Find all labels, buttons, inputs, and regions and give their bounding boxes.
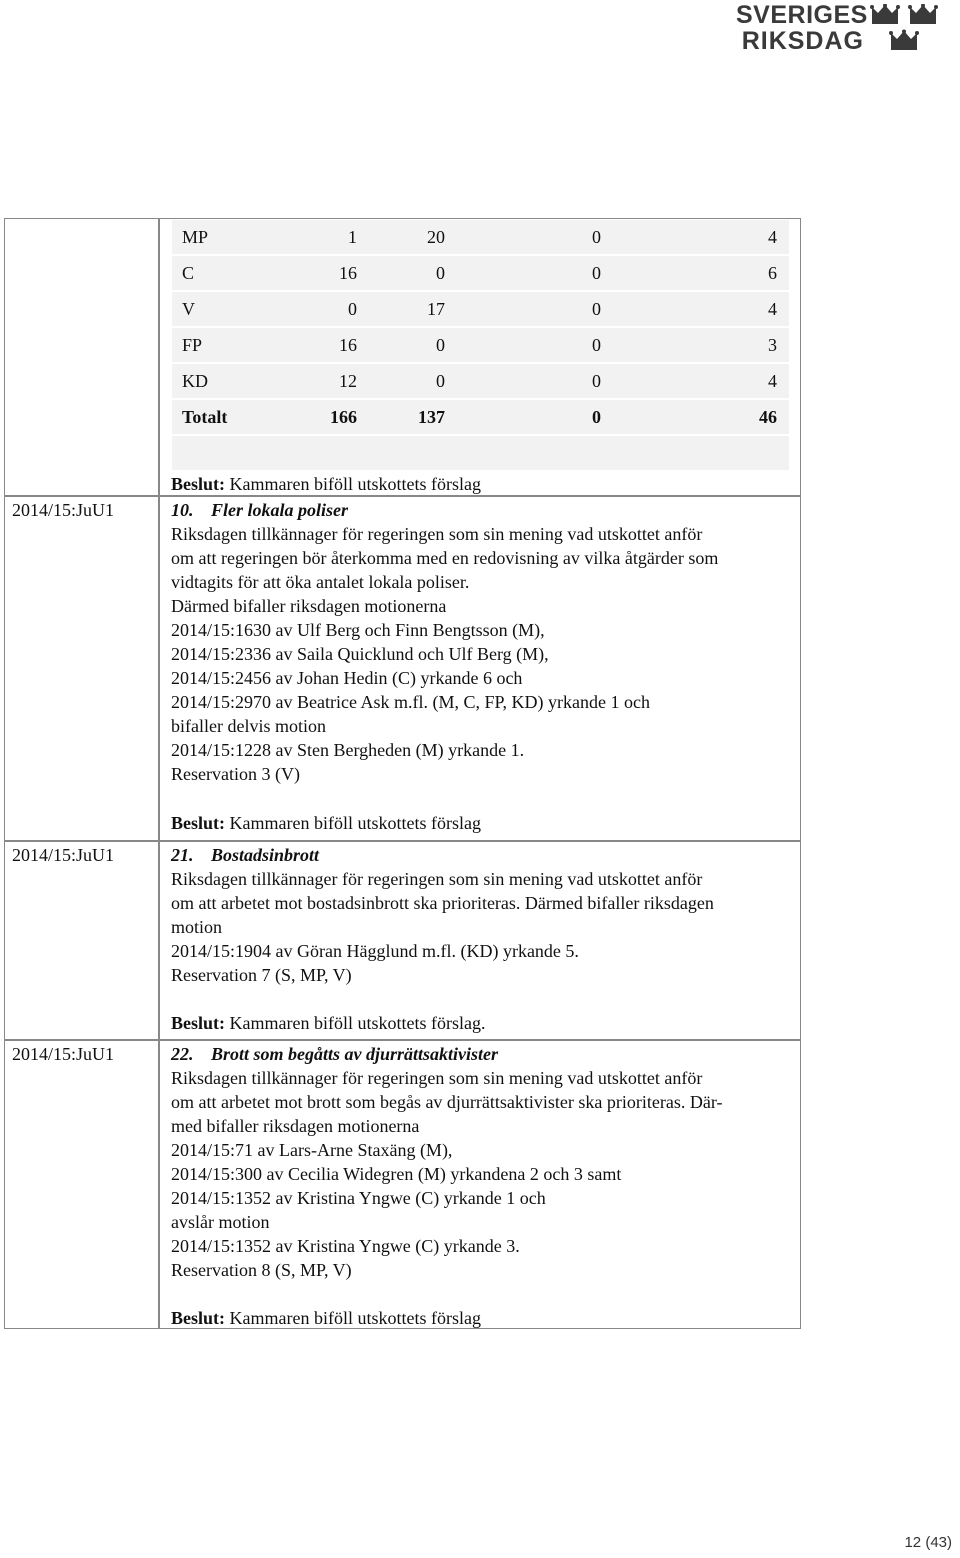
reservation-line: Reservation 8 (S, MP, V) [171,1260,352,1280]
vote-franvarande: 3 [768,335,777,355]
reservation-line: Reservation 7 (S, MP, V) [171,965,352,985]
vote-row-kd [172,364,789,398]
text-line: om att arbetet mot bostadsinbrott ska prioriteras. Därmed bifaller riksdagen [171,893,714,913]
party-name: KD [182,371,208,391]
text-line: Riksdagen tillkännager för regeringen som sin mening vad utskottet anför [171,869,703,889]
decision-line [171,811,481,835]
text-line: 2014/15:1228 av Sten Bergheden (M) yrkande 1. [171,740,525,760]
vote-avstar: 0 [592,335,601,355]
logo-wordmark [736,1,868,55]
vote-franvarande: 4 [768,371,777,391]
vote-nej: 0 [436,335,445,355]
vote-avstar: 0 [592,263,601,283]
column-divider [158,218,160,1329]
vote-ja: 166 [330,407,357,427]
text-line: 2014/15:300 av Cecilia Widegren (M) yrkandena 2 och 3 samt [171,1164,622,1184]
text-line: vidtagits för att öka antalet lokala poliser. [171,572,470,592]
vote-franvarande: 4 [768,299,777,319]
row-divider [4,1039,801,1041]
point-title: Brott som begåtts av djurrättsaktivister [211,1044,499,1064]
text-line: med bifaller riksdagen motionerna [171,1116,420,1136]
decision-text: Kammaren biföll utskottets förslag. [229,1013,486,1033]
vote-avstar: 0 [592,371,601,391]
party-name: C [182,263,195,283]
point-number: 22. [171,1044,194,1064]
vote-nej: 17 [427,299,445,319]
vote-ja: 1 [348,227,357,247]
party-name: MP [182,227,209,247]
decision-label: Beslut: [171,474,225,494]
text-line: om att arbetet mot brott som begås av djurrättsaktivister ska prioriteras. Där- [171,1092,723,1112]
decision-line [171,1306,481,1330]
text-line: motion [171,917,223,937]
text-line: 2014/15:1352 av Kristina Yngwe (C) yrkande 3. [171,1236,520,1256]
vote-franvarande: 6 [768,263,777,283]
logo-line-1: SVERIGES [736,1,868,29]
vote-row-empty [172,436,789,470]
point-title: Fler lokala poliser [211,500,349,520]
decision-label: Beslut: [171,813,225,833]
decision-line [171,1011,485,1035]
text-line: Därmed bifaller riksdagen motionerna [171,596,447,616]
party-name: Totalt [182,407,228,427]
vote-row-total [172,400,789,434]
party-name: FP [182,335,203,355]
logo-line-2: RIKSDAG [741,27,864,55]
point-number: 21. [171,845,194,865]
document-reference: 2014/15:JuU1 [12,845,115,865]
vote-avstar: 0 [592,407,601,427]
text-line: 2014/15:1904 av Göran Hägglund m.fl. (KD) yrkande 5. [171,941,579,961]
decision-label: Beslut: [171,1308,225,1328]
text-line: 2014/15:1352 av Kristina Yngwe (C) yrkande 1 och [171,1188,546,1208]
text-line: 2014/15:2336 av Saila Quicklund och Ulf Berg (M), [171,644,549,664]
decision-text: Kammaren biföll utskottets förslag [229,813,481,833]
text-line: 2014/15:1630 av Ulf Berg och Finn Bengtsson (M), [171,620,545,640]
riksdag-logo [736,2,946,56]
vote-row-mp [172,220,789,254]
vote-nej: 137 [418,407,445,427]
vote-row-v [172,292,789,326]
text-line: 2014/15:2970 av Beatrice Ask m.fl. (M, C, FP, KD) yrkande 1 och [171,692,650,712]
vote-ja: 16 [339,335,357,355]
text-line: bifaller delvis motion [171,716,326,736]
row-divider [4,840,801,842]
vote-nej: 0 [436,371,445,391]
decision-text: Kammaren biföll utskottets förslag [229,474,481,494]
text-line: 2014/15:2456 av Johan Hedin (C) yrkande 6 och [171,668,523,688]
vote-franvarande: 46 [759,407,777,427]
decision-label: Beslut: [171,1013,225,1033]
decision-text: Kammaren biföll utskottets förslag [229,1308,481,1328]
vote-avstar: 0 [592,227,601,247]
point-title: Bostadsinbrott [211,845,320,865]
vote-row-c [172,256,789,290]
page-number: 12 (43) [904,1534,952,1551]
vote-nej: 20 [427,227,445,247]
point-heading [171,1042,498,1066]
decision-line [171,472,481,496]
vote-avstar: 0 [592,299,601,319]
point-heading [171,498,348,522]
vote-nej: 0 [436,263,445,283]
vote-ja: 16 [339,263,357,283]
reservation-line: Reservation 3 (V) [171,764,300,784]
text-line: 2014/15:71 av Lars-Arne Staxäng (M), [171,1140,453,1160]
text-line: Riksdagen tillkännager för regeringen som sin mening vad utskottet anför [171,524,703,544]
vote-ja: 12 [339,371,357,391]
point-heading [171,843,319,867]
text-line: om att regeringen bör återkomma med en redovisning av vilka åtgärder som [171,548,719,568]
party-name: V [182,299,195,319]
point-number: 10. [171,500,194,520]
document-reference: 2014/15:JuU1 [12,1044,115,1064]
text-line: Riksdagen tillkännager för regeringen som sin mening vad utskottet anför [171,1068,703,1088]
text-line: avslår motion [171,1212,270,1232]
vote-ja: 0 [348,299,357,319]
document-reference: 2014/15:JuU1 [12,500,115,520]
vote-row-fp [172,328,789,362]
vote-franvarande: 4 [768,227,777,247]
three-crowns-icon [870,4,942,54]
